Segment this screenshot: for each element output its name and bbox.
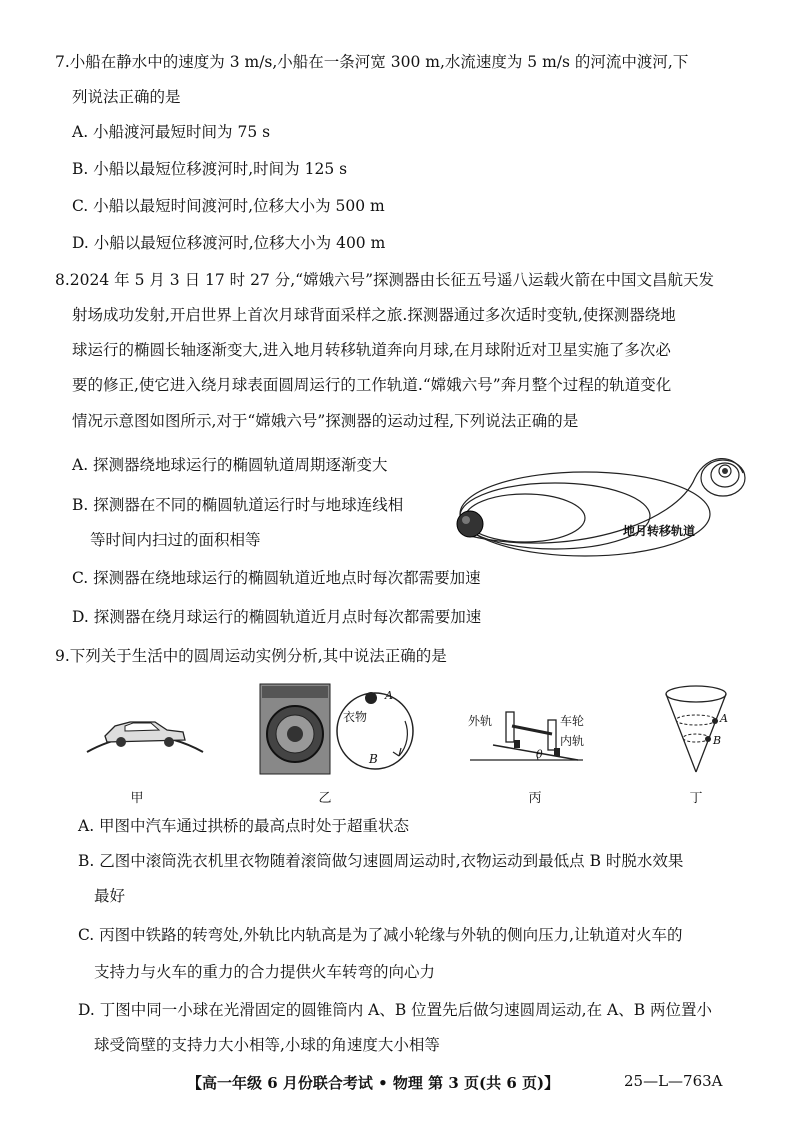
bing-label-outer: 外轨 <box>468 714 493 728</box>
figure-ding-caption: 丁 <box>689 791 703 806</box>
q7-option-a: A. 小船渡河最短时间为 75 s <box>72 123 271 141</box>
moon-core <box>722 468 728 474</box>
q9-option-c-line2: 支持力与火车的重力的合力提供火车转弯的向心力 <box>94 963 436 981</box>
q9-option-d-line2: 球受筒壁的支持力大小相等,小球的角速度大小相等 <box>94 1036 440 1054</box>
figure-jia-car-bridge <box>85 700 205 760</box>
footer-title: 【高一年级 6 月份联合考试 • 物理 第 3 页(共 6 页)】 <box>187 1074 560 1092</box>
bing-label-theta: θ <box>536 748 543 761</box>
footer-code: 25—L—763A <box>624 1072 723 1090</box>
cone-right-side <box>696 694 726 772</box>
cone-rim <box>666 686 726 702</box>
inner-rail <box>554 748 560 756</box>
q7-option-c: C. 小船以最短时间渡河时,位移大小为 500 m <box>72 197 385 215</box>
bing-label-wheel: 车轮 <box>560 714 585 728</box>
figure-yi-washing-machine <box>258 682 333 777</box>
q8-option-b-line2: 等时间内扫过的面积相等 <box>90 531 261 549</box>
rotation-arrow-head <box>393 748 401 756</box>
q9-option-b-line2: 最好 <box>94 887 126 905</box>
earth <box>457 511 483 537</box>
ding-label-a: A <box>720 712 728 725</box>
figure-bing-caption: 丙 <box>528 791 542 806</box>
ball-b <box>705 736 711 742</box>
orbit-diagram <box>445 448 765 558</box>
orbit-ellipse-1 <box>465 494 585 542</box>
q9-option-c-line1: C. 丙图中铁路的转弯处,外轨比内轨高是为了减小轮缘与外轨的侧向压力,让轨道对火车的 <box>78 926 683 944</box>
q8-option-a: A. 探测器绕地球运行的椭圆轨道周期逐渐变大 <box>72 456 388 474</box>
q9-option-a: A. 甲图中汽车通过拱桥的最高点时处于超重状态 <box>78 817 410 835</box>
bing-label-inner: 内轨 <box>560 734 585 748</box>
orbit-a <box>676 715 716 725</box>
axle <box>512 726 552 734</box>
machine-panel <box>262 686 328 698</box>
machine-drum-center <box>287 726 303 742</box>
figure-jia-caption: 甲 <box>130 791 144 806</box>
yi-label-clothes: 衣物 <box>343 710 368 724</box>
figure-yi-drum-diagram <box>335 686 415 776</box>
q7-stem-line1: 7.小船在静水中的速度为 3 m/s,小船在一条河宽 300 m,水流速度为 5 m/s 的河流中渡河,下 <box>55 53 689 71</box>
ding-label-b: B <box>713 734 722 747</box>
cone-left-side <box>666 694 696 772</box>
yi-label-b: B <box>369 752 378 766</box>
q8-option-d: D. 探测器在绕月球运行的椭圆轨道近月点时每次都需要加速 <box>72 608 482 626</box>
q7-stem-line2: 列说法正确的是 <box>72 88 181 106</box>
clothes-position-a <box>365 692 377 704</box>
outer-rail <box>514 740 520 748</box>
q8-stem-line5: 情况示意图如图所示,对于“嫦娥六号”探测器的运动过程,下列说法正确的是 <box>72 412 579 430</box>
q8-stem-line3: 球运行的椭圆长轴逐渐变大,进入地月转移轨道奔向月球,在月球附近对卫星实施了多次必 <box>72 341 671 359</box>
q8-option-c: C. 探测器在绕地球运行的椭圆轨道近地点时每次都需要加速 <box>72 569 481 587</box>
inner-wheel <box>548 720 556 750</box>
figure-bing-railway <box>468 690 588 765</box>
transfer-orbit-label: 地月转移轨道 <box>623 524 696 538</box>
earth-highlight <box>462 516 470 524</box>
q7-option-d: D. 小船以最短位移渡河时,位移大小为 400 m <box>72 234 386 252</box>
figure-ding-cone <box>658 682 738 777</box>
car-wheel-front <box>116 737 126 747</box>
q9-option-d-line1: D. 丁图中同一小球在光滑固定的圆锥筒内 A、B 位置先后做匀速圆周运动,在 A、B 两位置小 <box>78 1001 713 1019</box>
q9-stem: 9.下列关于生活中的圆周运动实例分析,其中说法正确的是 <box>55 647 447 665</box>
q9-option-b-line1: B. 乙图中滚筒洗衣机里衣物随着滚筒做匀速圆周运动时,衣物运动到最低点 B 时脱水效果 <box>78 852 684 870</box>
q7-option-b: B. 小船以最短位移渡河时,时间为 125 s <box>72 160 348 178</box>
q8-stem-line2: 射场成功发射,开启世界上首次月球背面采样之旅.探测器通过多次适时变轨,使探测器绕地 <box>72 306 676 324</box>
q8-option-b-line1: B. 探测器在不同的椭圆轨道运行时与地球连线相 <box>72 496 404 514</box>
q8-stem-line4: 要的修正,使它进入绕月球表面圆周运行的工作轨道.“嫦娥六号”奔月整个过程的轨道变化 <box>72 376 672 394</box>
ball-a <box>712 718 718 724</box>
orbit-b <box>683 734 709 742</box>
figure-yi-caption: 乙 <box>318 791 332 806</box>
car-wheel-rear <box>164 737 174 747</box>
q8-stem-line1: 8.2024 年 5 月 3 日 17 时 27 分,“嫦娥六号”探测器由长征五号遥八运载火箭在中国文昌航天发 <box>55 271 715 289</box>
yi-label-a: A <box>385 689 393 702</box>
page-footer <box>0 1072 800 1096</box>
